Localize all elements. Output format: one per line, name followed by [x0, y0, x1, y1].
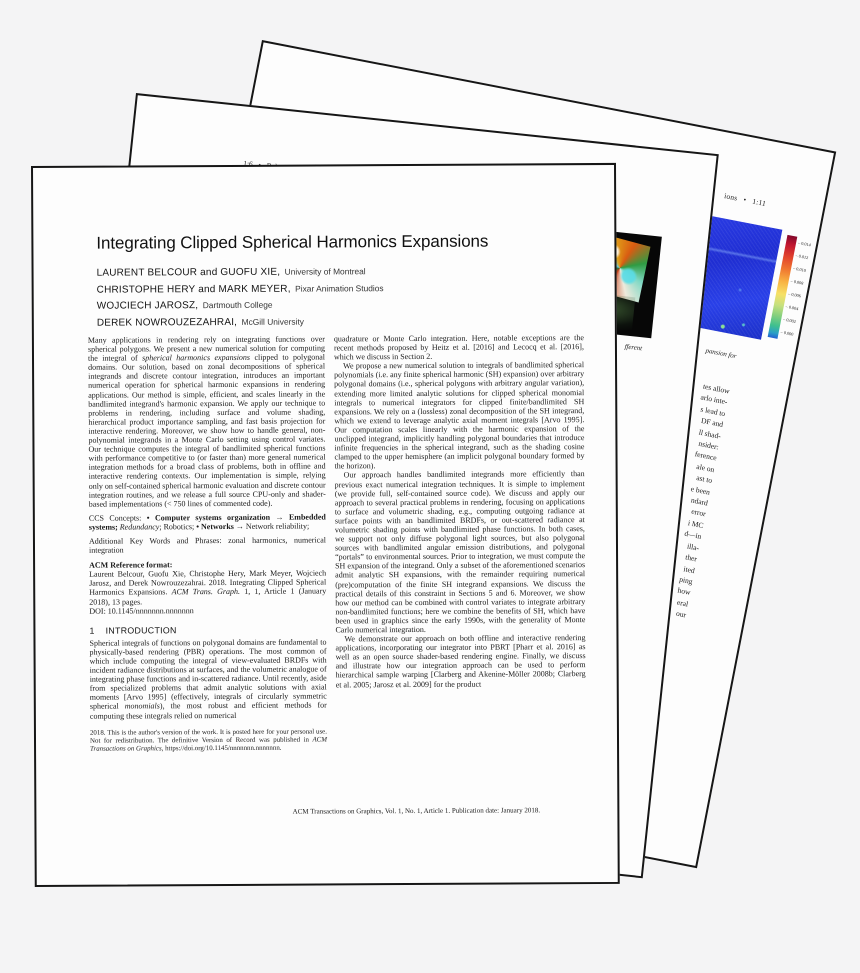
- text-line-fragment: nsider:: [697, 438, 720, 452]
- author-line: [97, 312, 577, 331]
- footnote-text: , https://doi.org/10.1145/nnnnnnn.nnnnnnn.: [161, 744, 282, 753]
- text-line-fragment: DF and: [700, 416, 724, 430]
- text-line-fragment: illa-: [686, 541, 700, 553]
- text-line-fragment: arlo inte-: [699, 392, 729, 407]
- right-column: [334, 333, 586, 804]
- author-affiliation: Dartmouth College: [202, 299, 273, 311]
- footnote-journal: ACM Transactions on Graphics: [90, 736, 328, 753]
- page-footer: ACM Transactions on Graphics, Vol. 1, No. 1, Article 1. Publication date: January 2018.: [292, 806, 541, 816]
- reference-journal: ACM Trans. Graph.: [171, 587, 241, 597]
- body-paragraph: quadrature or Monte Carlo integration. Here, notable exceptions are the recent methods proposed by Heitz et al. [2016] and Lecocq et al. [2016], which we discuss in Section 2.: [333, 333, 584, 362]
- intro-text: ), the most robust and efficient methods for computing these integrals relied on numerical: [89, 700, 327, 721]
- left-column: [88, 334, 327, 805]
- intro-text: Spherical integrals of functions on polygonal domains are fundamental to physically-based rendering (PBR) operations. The most common of which include computing the integral of view-evaluated BRDFs with incident radiance distributions at surfaces, and the volumetric analogue of integrating phase functions and in-scattered radiance. Until recently, aside from specialized problems that admit analytic solutions with axial moments [Arvo 1995] (effectively, integrals of circularly symmetric spherical: [89, 637, 327, 712]
- ccs-concept: • Computer systems organization → Embedded systems;: [88, 512, 326, 532]
- colorbar-tick-label: – 0.012: [794, 249, 826, 267]
- colorbar-tick-label: – 0.010: [792, 262, 824, 280]
- text-line-fragment: s lead to: [699, 404, 727, 418]
- reference-part: Laurent Belcour, Guofu Xie, Christophe Hery, Mark Meyer, Wojciech Jarosz, and Derek Nowrouzezahrai. 2018. Integrating Clipped Spherical Harmonics Expansions.: [89, 568, 327, 598]
- authors-block: [97, 262, 577, 331]
- author-affiliation: McGill University: [241, 316, 304, 327]
- text-line-fragment: ited: [682, 563, 696, 575]
- text-line-fragment: error: [690, 507, 707, 519]
- abstract-text: clipped to polygonal domains. Our solution, based on zonal decompositions of spherical integrands and discrete contour integration, introduces an important numerical operation for spherical harmonic expansions in rendering applications. Our method is simple, efficient, and scales linearly in the bandlimited integrand's harmonic expansion. We apply our technique to problems in rendering, including surface and volume shading, hierarchical product importance sampling, and fast basis projection for interactive rendering. Moreover, we show how to handle general, non-polynomial integrands in a Monte Carlo setting using control variates. Our technique computes the integral of bandlimited spherical functions with performance competitive to (or faster than) more general numerical integration methods for a broad class of problems, both in offline and interactive rendering contexts. Our implementation is simple, relying only on self-contained spherical harmonic evaluation and discrete contour integration routines, and we release a full source CPU-only and shader-based implementations (< 750 lines of commented code).: [88, 352, 326, 509]
- colorbar-tick-label: – 0.008: [790, 274, 822, 292]
- text-line-fragment: e been: [690, 483, 711, 497]
- colorbar-tick-label: – 0.014: [797, 236, 829, 254]
- colorbar-tick-label: – 0.000: [780, 325, 812, 343]
- text-line-fragment: ast to: [695, 473, 714, 486]
- reference-part: 1, 1, Article 1 (January 2018), 13 pages.: [89, 586, 327, 607]
- keywords: Additional Key Words and Phrases: zonal harmonics, numerical integration: [88, 535, 326, 555]
- text-line-fragment: how: [676, 585, 692, 598]
- ccs-text: Network reliability;: [245, 521, 310, 531]
- ccs-concepts: [89, 512, 326, 531]
- author-affiliation: University of Montreal: [284, 266, 366, 277]
- intro-italic: monomials: [124, 701, 160, 711]
- body-paragraph: Our approach handles bandlimited integrands more efficiently than previous exact numerical integration techniques. It is simple to implement (we provide full, self-contained source code). We discuss and apply our approach to several practical problems in rendering, focusing on applications to surface and volumetric shading, e.g., computing outgoing radiance at surface points with an bandlimited BRDFs, or out-scattered radiance at volumetric shading points with bandlimited phase functions. In both cases, we support not only diffuse polygonal light sources, but also polygonal sources with bandlimited angular emission distributions, and polygonal “portals” to environmental sources. Prior to integration, we must compute the SH expansion of the integrand. Only a subset of the aforementioned scenarios admit analytic SH expansions, with the remainder requiring numerical (pre)computation of the finite SH integrand expansions. We discuss the practical details of this constraint in Sections 5 and 6. Moreover, we show how our method can be combined with control variates to integrate arbitrary non-bandlimited functions; here we combine the benefits of SH, which have been used in graphics since the early 1990s, with the generality of Monte Carlo numerical integration.: [334, 469, 586, 635]
- middle-page-caption-fragment: fferent: [624, 343, 643, 353]
- text-line-fragment: eral: [676, 597, 690, 609]
- text-line-fragment: ll shad-: [698, 427, 722, 441]
- ccs-qualifier: Redundancy: [119, 522, 160, 532]
- text-line-fragment: d—in: [683, 529, 703, 542]
- text-line-fragment: i MC: [687, 518, 705, 530]
- reference-text: [89, 569, 326, 607]
- reference-heading: ACM Reference format:: [89, 560, 173, 570]
- intro-paragraph: [89, 637, 326, 720]
- author-affiliation: Pixar Animation Studios: [295, 282, 384, 294]
- doi-line: DOI: 10.1145/nnnnnnn.nnnnnnn: [89, 605, 194, 616]
- back-page-running-header: ions • 1:11: [723, 191, 767, 209]
- colorbar-tick-label: – 0.006: [787, 287, 819, 305]
- ccs-concept: • Networks →: [196, 521, 246, 532]
- footnote-text: 2018. This is the author's version of the work. It is posted here for your personal use. Not for redistribution. The definitive Version of Record was published in: [89, 728, 327, 745]
- back-page-caption-fragment: pansion for: [704, 347, 737, 361]
- author-names: WOJCIECH JAROSZ,: [96, 300, 199, 312]
- ccs-text: ; Robotics;: [159, 522, 197, 532]
- text-line-fragment: ndard: [690, 495, 709, 508]
- body-paragraph: We demonstrate our approach on both offline and interactive rendering applications, incorporating our integrator into PBRT [Pharr et al. 2016] as well as an open source shader-based rendering engine. Finally, we discuss and illustrate how our integration approach can be used to perform hierarchical sample warping [Clarberg and Akenine-Möller 2008b; Clarberg et al. 2005; Jarosz et al. 2009] for the product: [335, 633, 586, 689]
- text-line-fragment: ping: [678, 574, 694, 586]
- front-page: [31, 163, 620, 887]
- page-title: Integrating Clipped Spherical Harmonics Expansions: [96, 231, 489, 253]
- text-line-fragment: ale on: [695, 461, 716, 474]
- ccs-prefix: CCS Concepts:: [88, 513, 147, 523]
- colorbar-tick-label: – 0.002: [782, 313, 814, 331]
- text-line-fragment: our: [675, 608, 687, 620]
- author-names: LAURENT BELCOUR and GUOFU XIE,: [96, 266, 281, 279]
- copyright-footnote: [90, 728, 327, 754]
- text-line-fragment: ther: [684, 552, 698, 564]
- abstract-italic: spherical harmonics expansions: [142, 353, 251, 363]
- colorbar-tick-label: – 0.004: [785, 300, 817, 318]
- text-line-fragment: tes allow: [702, 381, 731, 396]
- author-names: DEREK NOWROUZEZAHRAI,: [96, 316, 238, 329]
- abstract-text: Many applications in rendering rely on integrating functions over spherical polygons. We present a new numerical solution for computing the integral of: [87, 334, 325, 363]
- two-column-body: [88, 333, 586, 806]
- text-line-fragment: ference: [694, 449, 718, 463]
- body-paragraph: We propose a new numerical solution to integrals of bandlimited spherical polynomials (i.e. any finite spherical harmonic (SH) expansion) over arbitrary polygonal domains (i.e., spherical polygons with arbitrary angular variation), extending more limited analytic solutions for clipped spherical monomial integrals to numerical integrators for clipped finite/bandlimited SH expansions. We rely on a (lossless) zonal decomposition of the SH integrand, which we extend to leverage analytic axial moment integrals [Arvo 1995]. Our computation scales linearly with the harmonic expansion of the unclipped integrand, implicitly handling polygonal boundaries that introduce infinite frequencies in the spherical integrand, such as the shading cosine clamped to the upper hemisphere (an implicit polygonal boundary formed by the horizon).: [334, 360, 585, 471]
- author-names: CHRISTOPHE HERY and MARK MEYER,: [96, 283, 291, 296]
- abstract: [88, 334, 326, 508]
- section-heading-introduction: 1 INTRODUCTION: [89, 624, 177, 636]
